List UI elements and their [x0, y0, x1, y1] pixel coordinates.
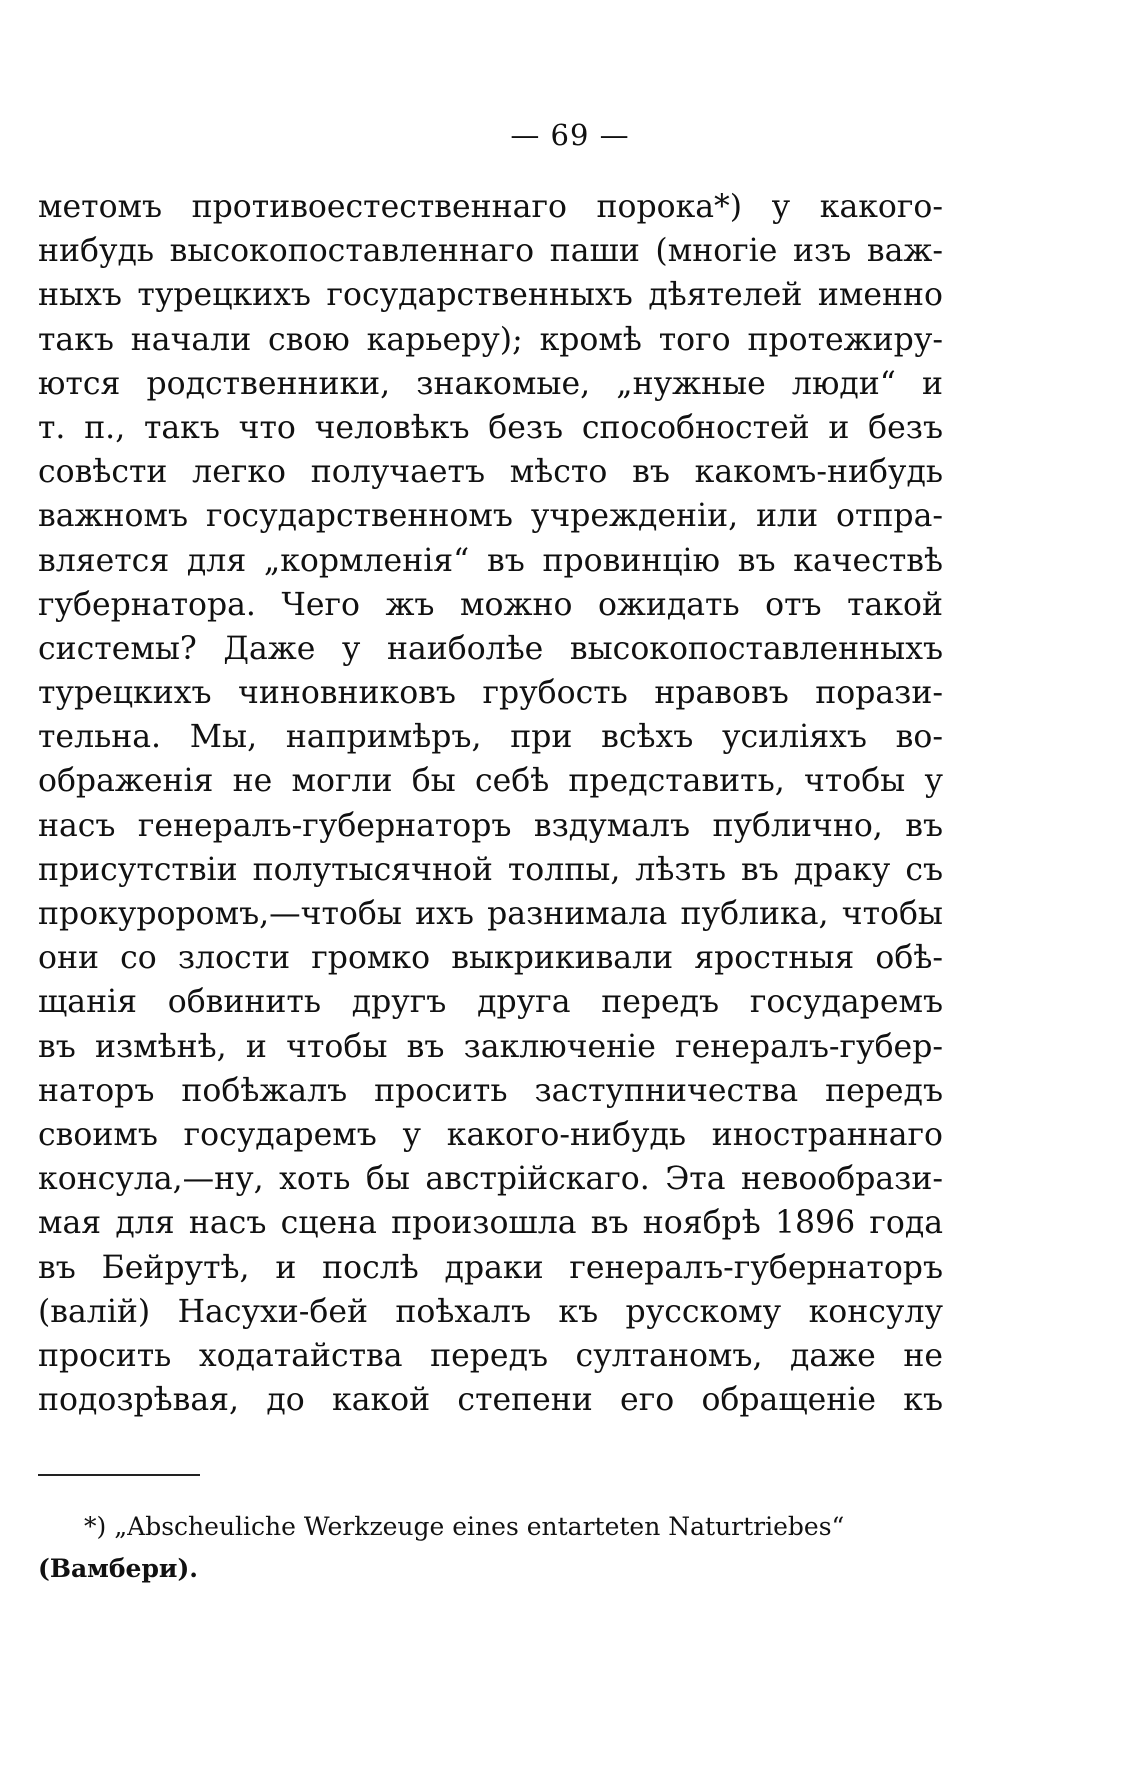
text-line: важномъ государственномъ учрежденіи, или отпра- [38, 498, 943, 535]
text-line: они со злости громко выкрикивали яростныя обѣ- [38, 940, 943, 977]
text-line: въ измѣнѣ, и чтобы въ заключеніе генералъ-губер- [38, 1028, 943, 1065]
text-line: тельна. Мы, напримѣръ, при всѣхъ усиліяхъ во- [38, 719, 943, 756]
footnote-attribution-line [38, 1548, 943, 1590]
text-line: наторъ побѣжалъ просить заступничества передъ [38, 1072, 943, 1109]
footnote-line [38, 1506, 943, 1548]
text-line: губернатора. Чего жъ можно ожидать отъ такой [38, 586, 943, 623]
footnote [38, 1506, 943, 1590]
page-number: — 69 — [510, 118, 630, 152]
text-line: ображенія не могли бы себѣ представить, чтобы у [38, 763, 943, 800]
text-line: совѣсти легко получаетъ мѣсто въ какомъ-нибудь [38, 454, 943, 491]
text-line: подозрѣвая, до какой степени его обращеніе къ [38, 1382, 943, 1419]
text-line: присутствіи полутысячной толпы, лѣзть въ драку съ [38, 851, 943, 888]
text-line: ныхъ турецкихъ государственныхъ дѣятелей именно [38, 277, 943, 314]
text-line: ются родственники, знакомые, „нужные люди“ и [38, 365, 943, 402]
text-line: въ Бейрутѣ, и послѣ драки генералъ-губернаторъ [38, 1249, 943, 1286]
footnote-attribution: (Вамбери). [38, 1554, 199, 1583]
body-text [38, 185, 943, 1422]
text-line: турецкихъ чиновниковъ грубость нравовъ порази- [38, 675, 943, 712]
footnote-separator [38, 1474, 200, 1476]
text-line: прокуроромъ,—чтобы ихъ разнимала публика, чтобы [38, 896, 943, 932]
text-line: метомъ противоестественнаго порока*) у какого- [38, 189, 943, 225]
text-line: т. п., такъ что человѣкъ безъ способностей и безъ [38, 409, 943, 446]
text-line: щанія обвинить другъ друга передъ государемъ [38, 984, 943, 1021]
text-line: насъ генералъ-губернаторъ вздумалъ публично, въ [38, 807, 943, 844]
text-line: такъ начали свою карьеру); кромѣ того протежиру- [38, 321, 943, 358]
text-line: вляется для „кормленія“ въ провинцію въ качествѣ [38, 542, 943, 579]
footnote-marker: *) [84, 1512, 107, 1541]
text-line: (валій) Насухи-бей поѣхалъ къ русскому консулу [38, 1293, 943, 1330]
text-line: мая для насъ сцена произошла въ ноябрѣ 1896 года [38, 1205, 943, 1242]
text-line: нибудь высокопоставленнаго паши (многіе изъ важ- [38, 233, 943, 270]
text-line: консула,—ну, хоть бы австрійскаго. Эта невообрази- [38, 1161, 943, 1198]
footnote-text: „Abscheuliche Werkzeuge eines entarteten Naturtriebes“ [114, 1512, 845, 1541]
text-line: просить ходатайства передъ султаномъ, даже не [38, 1337, 943, 1374]
text-line: системы? Даже у наиболѣе высокопоставленныхъ [38, 630, 943, 667]
text-line: своимъ государемъ у какого-нибудь иностраннаго [38, 1116, 943, 1153]
